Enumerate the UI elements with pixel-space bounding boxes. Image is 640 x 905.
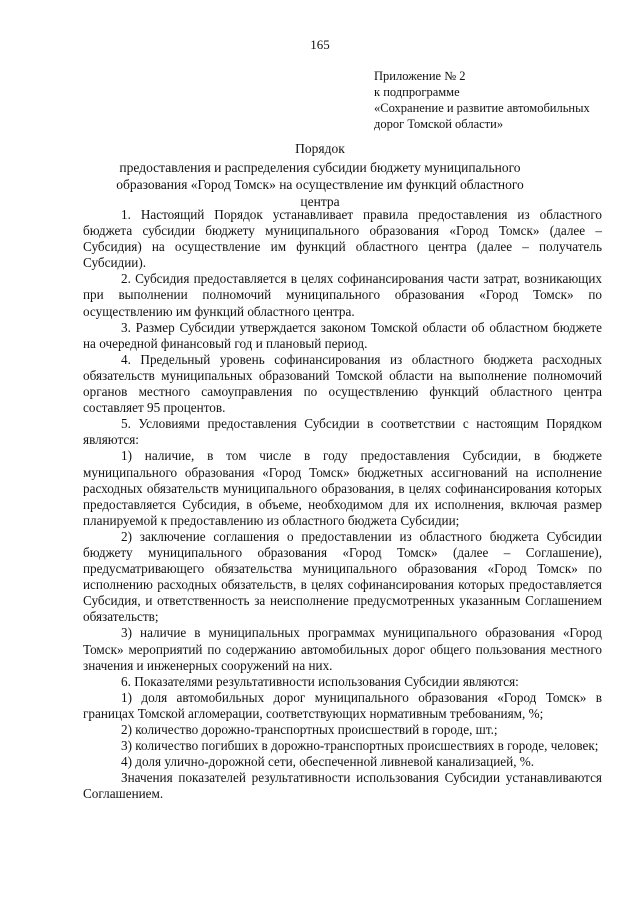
document-body: [83, 207, 602, 802]
condition-1: 1) наличие, в том числе в году предоставления Субсидии, в бюджете муниципального образования «Город Томск» бюджетных ассигнований на исполнение расходных обязательств муниципального образования, в целях софинансирования которых предоставляется Субсидия, в объеме, необходимом для их исполнения, включая размер планируемой к предоставлению из областного бюджета Субсидии;: [83, 448, 602, 528]
indicator-3: 3) количество погибших в дорожно-транспортных происшествиях в городе, человек;: [121, 738, 599, 754]
appendix-line: «Сохранение и развитие автомобильных: [374, 101, 590, 115]
paragraph-6: 6. Показателями результативности использования Субсидии являются:: [121, 673, 519, 689]
condition-2: 2) заключение соглашения о предоставлении из областного бюджета Субсидии бюджету муниципального образования «Город Томск» (далее – Соглашение), предусматривающего обязательства муниципального образования «Город Томск» по исполнению расходных обязательств, в целях софинансирования которых предоставляется Субсидия, и ответственность за неисполнение предусмотренных указанным Соглашением обязательств;: [83, 528, 602, 625]
paragraph-3: 3. Размер Субсидии утверждается законом Томской области об областном бюджете на очередной финансовый год и плановый период.: [83, 319, 602, 351]
indicator-1: 1) доля автомобильных дорог муниципального образования «Город Томск» в границах Томской агломерации, соответствующих нормативным требованиям, %;: [83, 689, 602, 721]
page-number: 165: [310, 37, 330, 52]
indicator-4: 4) доля улично-дорожной сети, обеспеченной ливневой канализацией, %.: [121, 754, 535, 770]
condition-3: 3) наличие в муниципальных программах муниципального образования «Город Томск» мероприятий по содержанию автомобильных дорог общего пользования местного значения и инженерных сооружений на них.: [83, 625, 602, 673]
paragraph-5: 5. Условиями предоставления Субсидии в соответствии с настоящим Порядком являются:: [83, 416, 602, 448]
paragraph-4: 4. Предельный уровень софинансирования из областного бюджета расходных обязательств муниципальных образований Томской области на выполнение полномочий органов местного самоуправления по осуществлению функций областного центра составляет 95 процентов.: [83, 351, 602, 416]
indicator-2: 2) количество дорожно-транспортных происшествий в городе, шт.;: [121, 722, 498, 737]
document-subtitle: предоставления и распределения субсидии бюджету муниципального образования «Город Томск» на осуществление им функций областного центра: [116, 160, 524, 209]
appendix-line: к подпрограмме: [374, 85, 460, 99]
appendix-line: дорог Томской области»: [374, 117, 504, 131]
paragraph-1: 1. Настоящий Порядок устанавливает правила предоставления из областного бюджета субсидии бюджету муниципального образования «Город Томск» (далее – Субсидия) на осуществление им функций областного центра (далее – получатель Субсидии).: [83, 207, 602, 271]
appendix-header: [374, 68, 614, 132]
document-title: Порядок: [295, 141, 345, 156]
closing-paragraph: Значения показателей результативности использования Субсидии устанавливаются Соглашением.: [83, 770, 602, 802]
appendix-line: Приложение № 2: [374, 69, 466, 83]
paragraph-2: 2. Субсидия предоставляется в целях софинансирования части затрат, возникающих при выполнении полномочий муниципального образования «Город Томск» по осуществлению им функций областного центра.: [83, 271, 602, 319]
